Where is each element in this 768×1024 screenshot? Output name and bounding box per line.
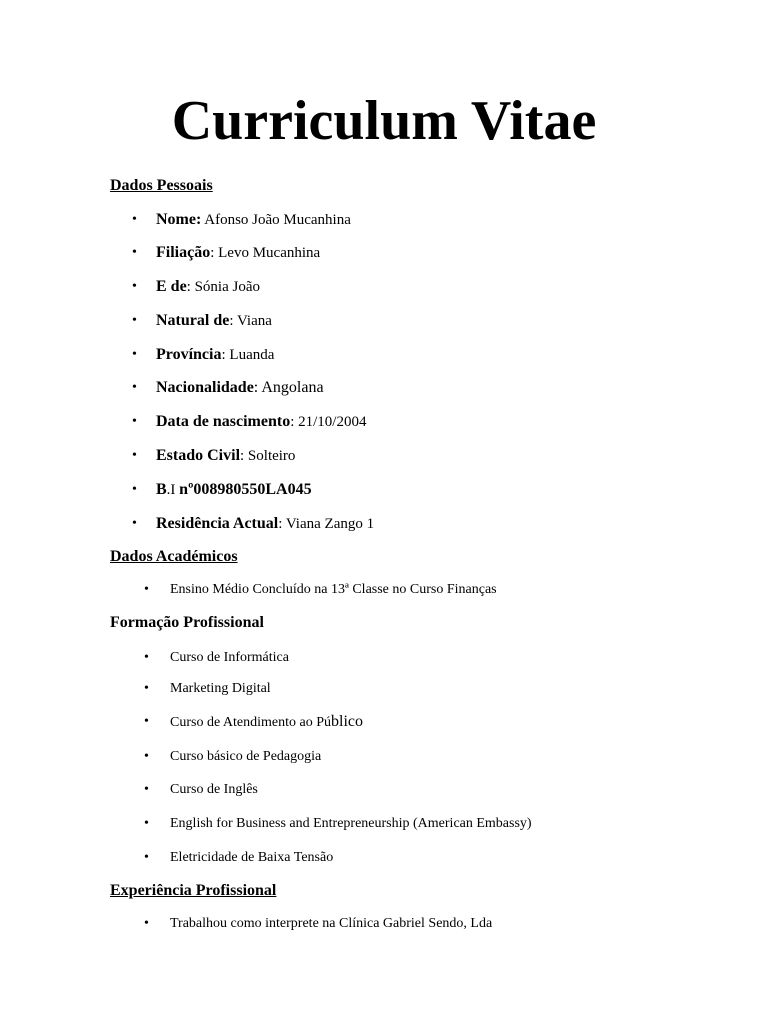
field-value: Afonso João Mucanhina [201, 212, 351, 228]
field-value: : Solteiro [240, 448, 296, 464]
field-label: Nome: [156, 211, 202, 228]
bullet: • [132, 279, 137, 294]
bullet: • [144, 782, 149, 797]
field-value: nº008980550LA045 [179, 481, 312, 498]
list-item-text: Curso de Inglês [170, 782, 258, 797]
field-label: Filiação [156, 244, 211, 261]
field-value: : Viana [229, 313, 272, 329]
field-value: : Luanda [221, 347, 275, 363]
bullet: • [144, 681, 149, 696]
list-item-text: Eletricidade de Baixa Tensão [170, 850, 334, 865]
list-item-text: Curso de Informática [170, 650, 289, 665]
list-item-text: Curso básico de Pedagogia [170, 749, 322, 764]
document-title: Curriculum Vitae [171, 90, 597, 152]
bullet: • [132, 448, 137, 463]
field-label-separator: .I [166, 482, 180, 498]
bullet: • [144, 916, 149, 931]
field-label: Estado Civil [156, 447, 241, 464]
field-label: Natural de [156, 312, 230, 329]
bullet: • [132, 414, 137, 429]
section-heading-experiencia-profissional: Experiência Profissional [110, 882, 277, 899]
bullet: • [132, 516, 137, 531]
bullet: • [144, 816, 149, 831]
field-value: : Levo Mucanhina [210, 245, 321, 261]
section-heading-formacao-profissional: Formação Profissional [110, 614, 264, 631]
field-value: : Angolana [253, 379, 324, 396]
bullet: • [144, 749, 149, 764]
list-item-text-continuation: blico [331, 713, 363, 730]
list-item-text: Marketing Digital [170, 681, 271, 696]
bullet: • [144, 650, 149, 665]
section-heading-dados-pessoais: Dados Pessoais [110, 177, 213, 194]
bullet: • [144, 714, 149, 729]
bullet: • [132, 212, 137, 227]
bullet: • [132, 380, 137, 395]
list-item-text: Curso de Atendimento ao Pú [170, 715, 331, 730]
list-item-text: English for Business and Entrepreneurship (American Embassy) [170, 816, 532, 831]
bullet: • [132, 482, 137, 497]
bullet: • [144, 850, 149, 865]
field-label: B [156, 481, 167, 498]
field-label: Data de nascimento [156, 413, 291, 430]
field-label: Nacionalidade [156, 379, 254, 396]
field-label: Residência Actual [156, 515, 279, 532]
field-label: Província [156, 346, 222, 363]
bullet: • [132, 347, 137, 362]
field-label: E de [156, 278, 187, 295]
field-value: : Sónia João [186, 279, 261, 295]
field-value: : 21/10/2004 [290, 414, 367, 430]
section-heading-dados-academicos: Dados Académicos [110, 548, 238, 565]
list-item-text: Ensino Médio Concluído na 13ª Classe no Curso Finanças [170, 582, 497, 597]
field-value: : Viana Zango 1 [278, 516, 375, 532]
bullet: • [132, 245, 137, 260]
bullet: • [144, 582, 149, 597]
list-item-text: Trabalhou como interprete na Clínica Gabriel Sendo, Lda [170, 916, 493, 931]
bullet: • [132, 313, 137, 328]
